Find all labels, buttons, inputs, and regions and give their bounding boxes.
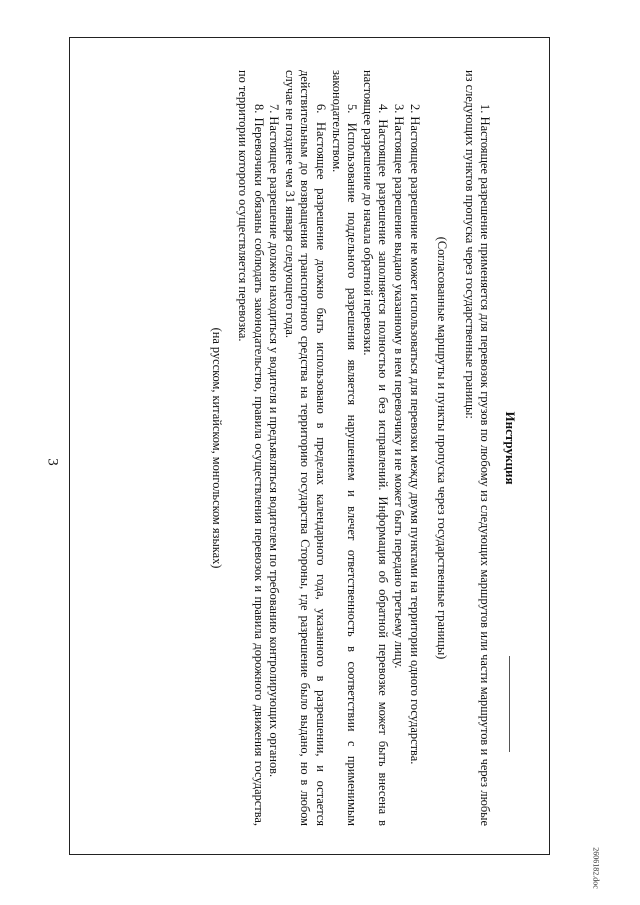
paragraph-1: 1. Настоящее разрешение применяется для перевозок грузов по любому из следующих маршрутов или части маршрутов и через любые из следующих пунктов пропуска через государственные границы: [462, 70, 493, 826]
instruction-body [90, 56, 530, 836]
paragraph-8: 8. Перевозчики обязаны соблюдать законодательство, правила осуществления перевозок и правила дорожного движения государства, по территории которого осуществляется перевозка. [236, 70, 266, 826]
page-number: 3 [44, 458, 61, 466]
languages-note: (на русском, китайском, монгольском языках) [210, 327, 225, 569]
paragraph-4: 4. Настоящее разрешение заполняется полностью и без исправлений. Информация об обратной перевозке может быть внесена в настоящее разрешение до начала обратной перевозки. [360, 70, 391, 826]
paragraph-5: 5. Использование поддельного разрешения является нарушением и влечет ответственность в соответствии с применимым законодательством. [329, 70, 360, 826]
paragraph-3: 3. Настоящее разрешение выдано указанному в нем перевозчику и не может быть передано третьему лицу. [392, 104, 407, 669]
paragraph-1-note: (Согласованные маршруты и пункты пропуска через государственные границы) [435, 236, 450, 660]
instruction-title: Инструкция [503, 411, 518, 485]
rotated-content [90, 56, 530, 836]
footer-filename: 2606182.doc [591, 847, 601, 889]
paragraph-2: 2. Настоящее разрешение не может использоваться для перевозки между двумя пунктами на территории одного государства. [407, 104, 422, 765]
paragraph-6: 6. Настоящее разрешение должно быть использовано в пределах календарного года, указанного в разрешении, и остается действительным до возвращения транспортного средства на территорию государства Стороны, где разрешение было выдано, но в любом случае не позднее чем 31 января следующего года. [282, 70, 329, 826]
paragraph-7: 7. Настоящее разрешение должно находиться у водителя и предъявляться водителем по требованию контролирующих органов. [267, 104, 282, 778]
